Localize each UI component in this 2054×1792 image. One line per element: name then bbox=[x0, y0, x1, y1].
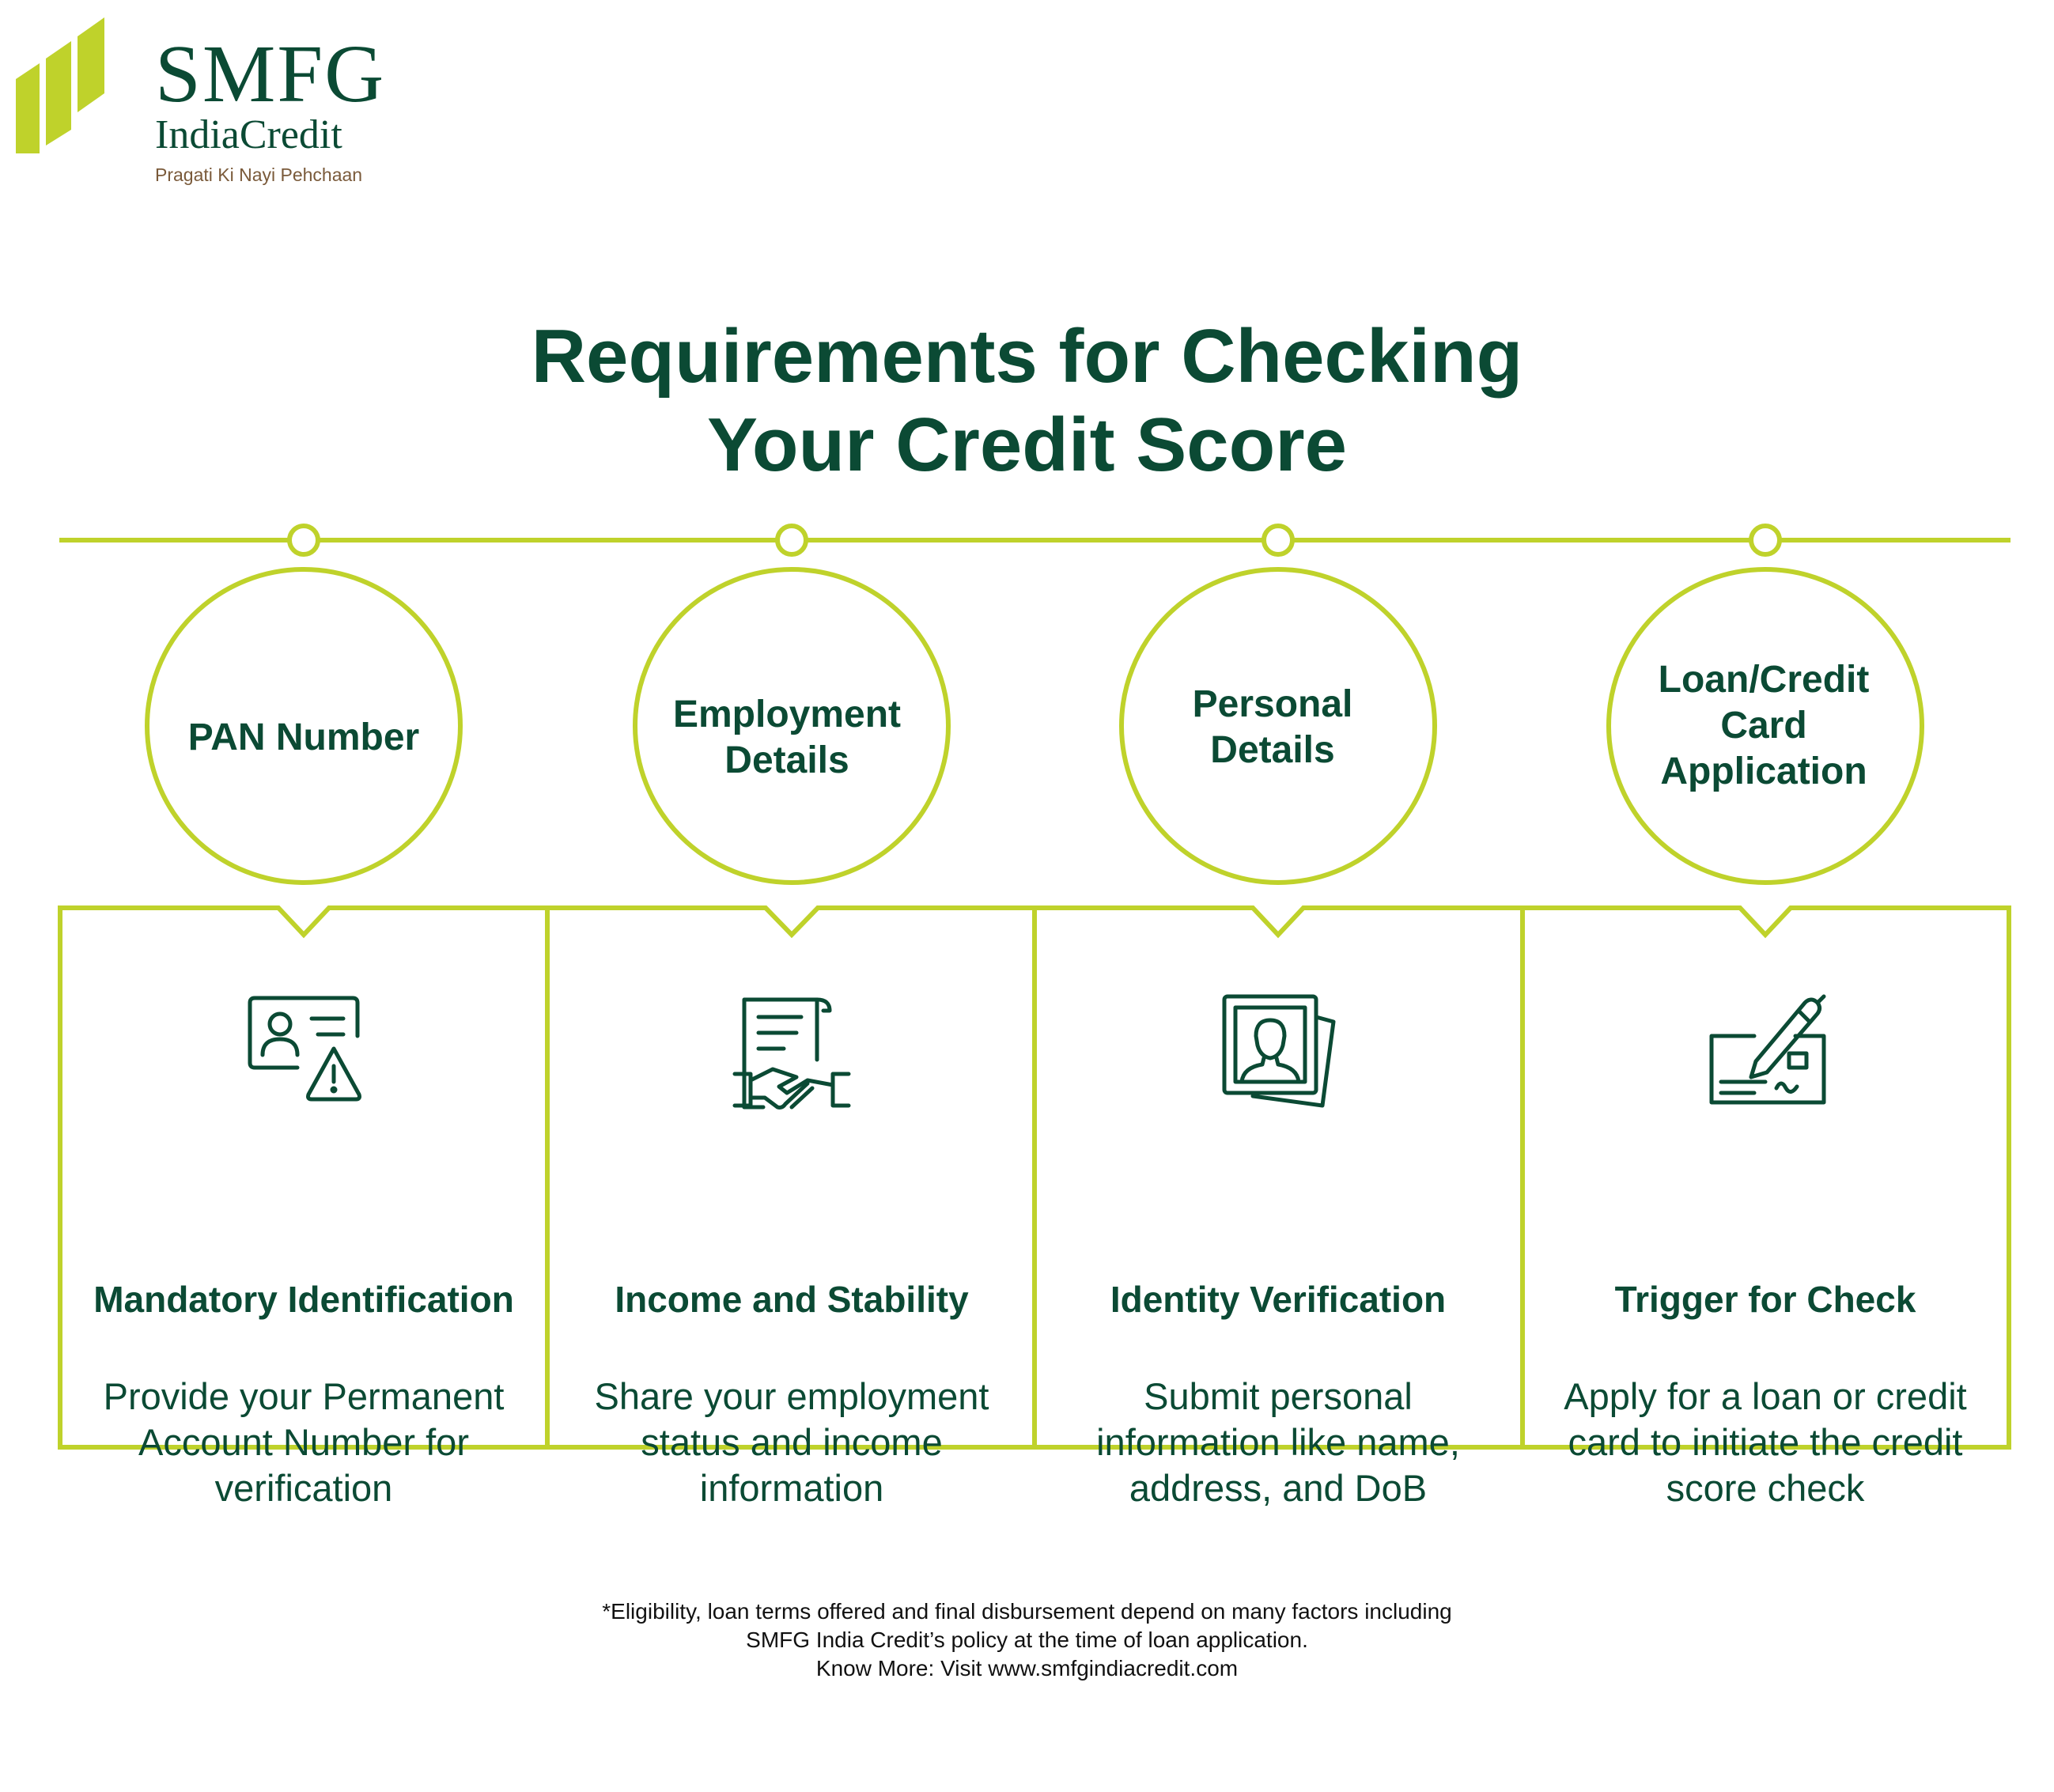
step-panel-2 bbox=[554, 989, 1029, 1511]
timeline-node bbox=[1751, 526, 1780, 554]
step-panel-1 bbox=[66, 989, 541, 1511]
timeline-node bbox=[289, 526, 318, 554]
document-handshake-icon bbox=[728, 989, 855, 1115]
title-line-2: Your Credit Score bbox=[706, 403, 1348, 487]
disclaimer-footer bbox=[0, 1597, 2054, 1683]
panel-heading: Mandatory Identification bbox=[93, 1279, 514, 1320]
panel-heading: Identity Verification bbox=[1110, 1279, 1447, 1320]
title-line-1: Requirements for Checking bbox=[531, 314, 1523, 399]
footer-line-1: *Eligibility, loan terms offered and final disbursement depend on many factors including bbox=[602, 1599, 1452, 1624]
timeline-node bbox=[1264, 526, 1292, 554]
panel-heading: Trigger for Check bbox=[1614, 1279, 1916, 1320]
logo-tagline: Pragati Ki Nayi Pehchaan bbox=[155, 164, 363, 185]
timeline-node bbox=[777, 526, 806, 554]
panel-description: Submit personal information like name, address, and DoB bbox=[1096, 1375, 1460, 1509]
step-panel-3 bbox=[1041, 989, 1515, 1511]
circle-label-employment: Employment Details bbox=[672, 694, 902, 781]
panel-description: Provide your Permanent Account Number for verification bbox=[103, 1375, 505, 1509]
footer-line-2: SMFG India Credit’s policy at the time of loan application. bbox=[746, 1628, 1308, 1652]
panel-description: Apply for a loan or credit card to initiate the credit score check bbox=[1564, 1375, 1967, 1509]
logo-brand: SMFG bbox=[155, 28, 386, 119]
circle-label-application: Loan/Credit Card Application bbox=[1658, 659, 1870, 792]
step-panel-4 bbox=[1528, 989, 2003, 1511]
card-pen-icon bbox=[1702, 989, 1829, 1115]
circle-label-pan: PAN Number bbox=[187, 716, 420, 758]
logo-subbrand: IndiaCredit bbox=[155, 112, 342, 157]
footer-line-3: Know More: Visit www.smfgindiacredit.com bbox=[815, 1656, 1239, 1680]
circle-label-personal: Personal Details bbox=[1192, 683, 1353, 771]
panel-description: Share your employment status and income information bbox=[594, 1375, 989, 1509]
panel-heading: Income and Stability bbox=[615, 1279, 969, 1320]
id-card-warning-icon bbox=[240, 989, 367, 1115]
profile-photo-icon bbox=[1215, 989, 1341, 1115]
